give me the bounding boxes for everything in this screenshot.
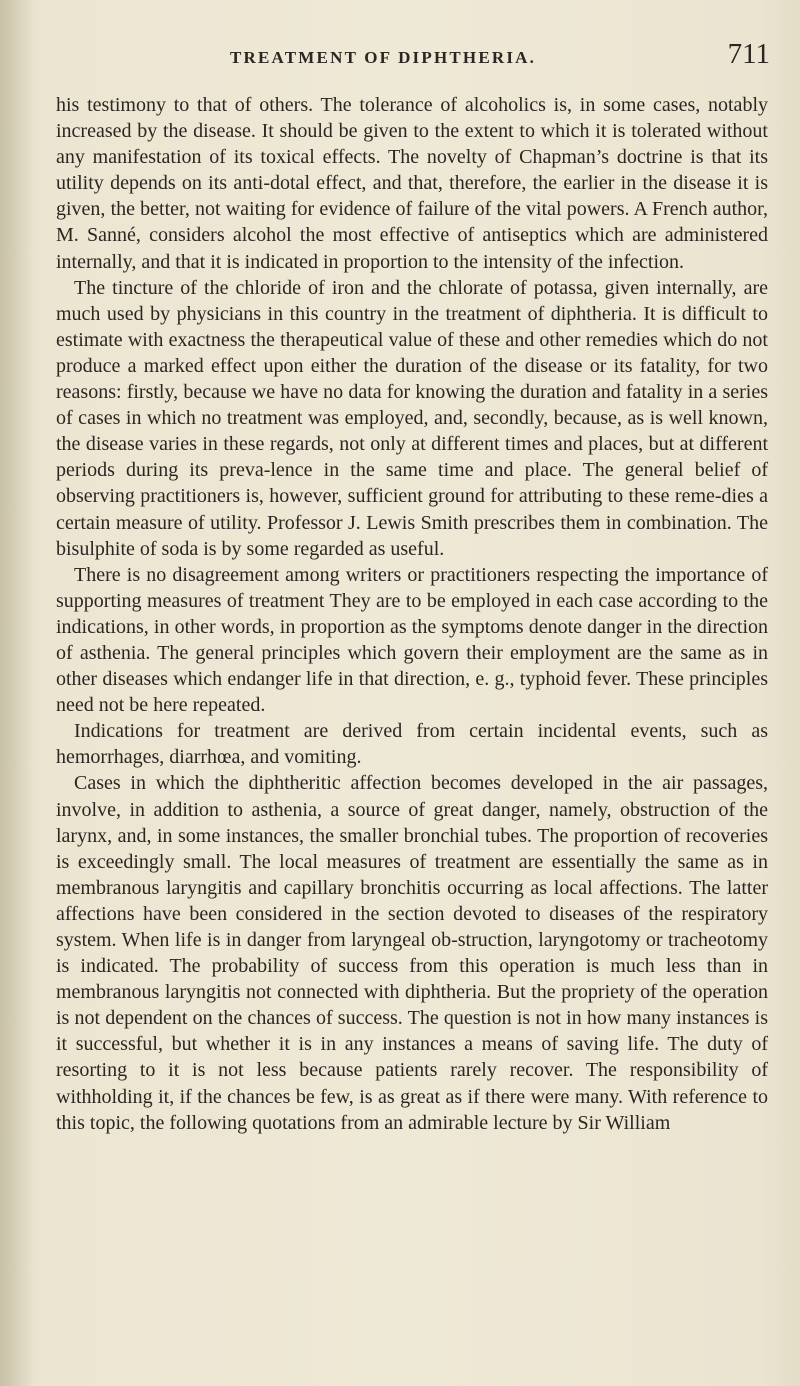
paragraph: The tincture of the chloride of iron and the chlorate of potassa, given internally, are much used by physicians in this country in the treatment of diphtheria. It is difficult to estimate with exactness the therapeutical value of these and other remedies which do not produce a marked effect upon either the duration of the disease or its fatality, for two reasons: firstly, because we have no data for knowing the duration and fatality in a series of cases in which no treatment was employed, and, secondly, because, as is well known, the disease varies in these regards, not only at different times and places, but at different periods during its preva-lence in the same time and place. The general belief of observing practitioners is, however, sufficient ground for attributing to these reme-dies a certain measure of utility. Professor J. Lewis Smith prescribes them in combination. The bisulphite of soda is by some regarded as useful.	[56, 276, 768, 560]
paragraph: Cases in which the diphtheritic affection becomes developed in the air passages, involve, in addition to asthenia, a source of great danger, namely, obstruction of the larynx, and, in some instances, the smaller bronchial tubes. The proportion of recoveries is exceedingly small. The local measures of treatment are essentially the same as in membranous laryngitis and capillary bronchitis occurring as local affections. The latter affections have been considered in the section devoted to diseases of the respiratory system. When life is in danger from laryngeal ob-struction, laryngotomy or tracheotomy is indicated. The probability of success from this operation is much less than in membranous laryngitis not connected with diphtheria. But the propriety of the operation is not dependent on the chances of success. The question is not in how many instances is it successful, but whether it is in any instances a means of saving life. The duty of resorting to it is not less because patients rarely recover. The responsibility of withholding it, if the chances be few, is as great as if there were many. With reference to this topic, the following quotations from an admirable lecture by Sir William	[56, 772, 768, 1134]
paragraph: There is no disagreement among writers or practitioners respecting the importance of supporting measures of treatment They are to be employed in each case according to the indications, in other words, in proportion as the symptoms denote danger in the direction of asthenia. The general principles which govern their employment are the same as in other diseases which endanger life in that direction, e. g., typhoid fever. These principles need not be here repeated.	[56, 563, 768, 717]
page-header	[70, 38, 770, 78]
page-number: 711	[727, 38, 770, 70]
paragraph: his testimony to that of others. The tolerance of alcoholics is, in some cases, notably increased by the disease. It should be given to the extent to which it is tolerated without any manifestation of its toxical effects. The novelty of Chapman’s doctrine is that its utility depends on its anti-dotal effect, and that, therefore, the earlier in the disease it is given, the better, not waiting for evidence of failure of the vital powers. A French author, M. Sanné, considers alcohol the most effective of antiseptics which are administered internally, and that it is indicated in proportion to the intensity of the infection.	[56, 94, 768, 273]
gutter-shadow	[0, 0, 34, 1386]
body-text	[56, 92, 768, 1136]
paragraph: Indications for treatment are derived from certain incidental events, such as hemorrhages, diarrhœa, and vomiting.	[56, 720, 768, 769]
running-title: TREATMENT OF DIPHTHERIA.	[230, 48, 537, 67]
